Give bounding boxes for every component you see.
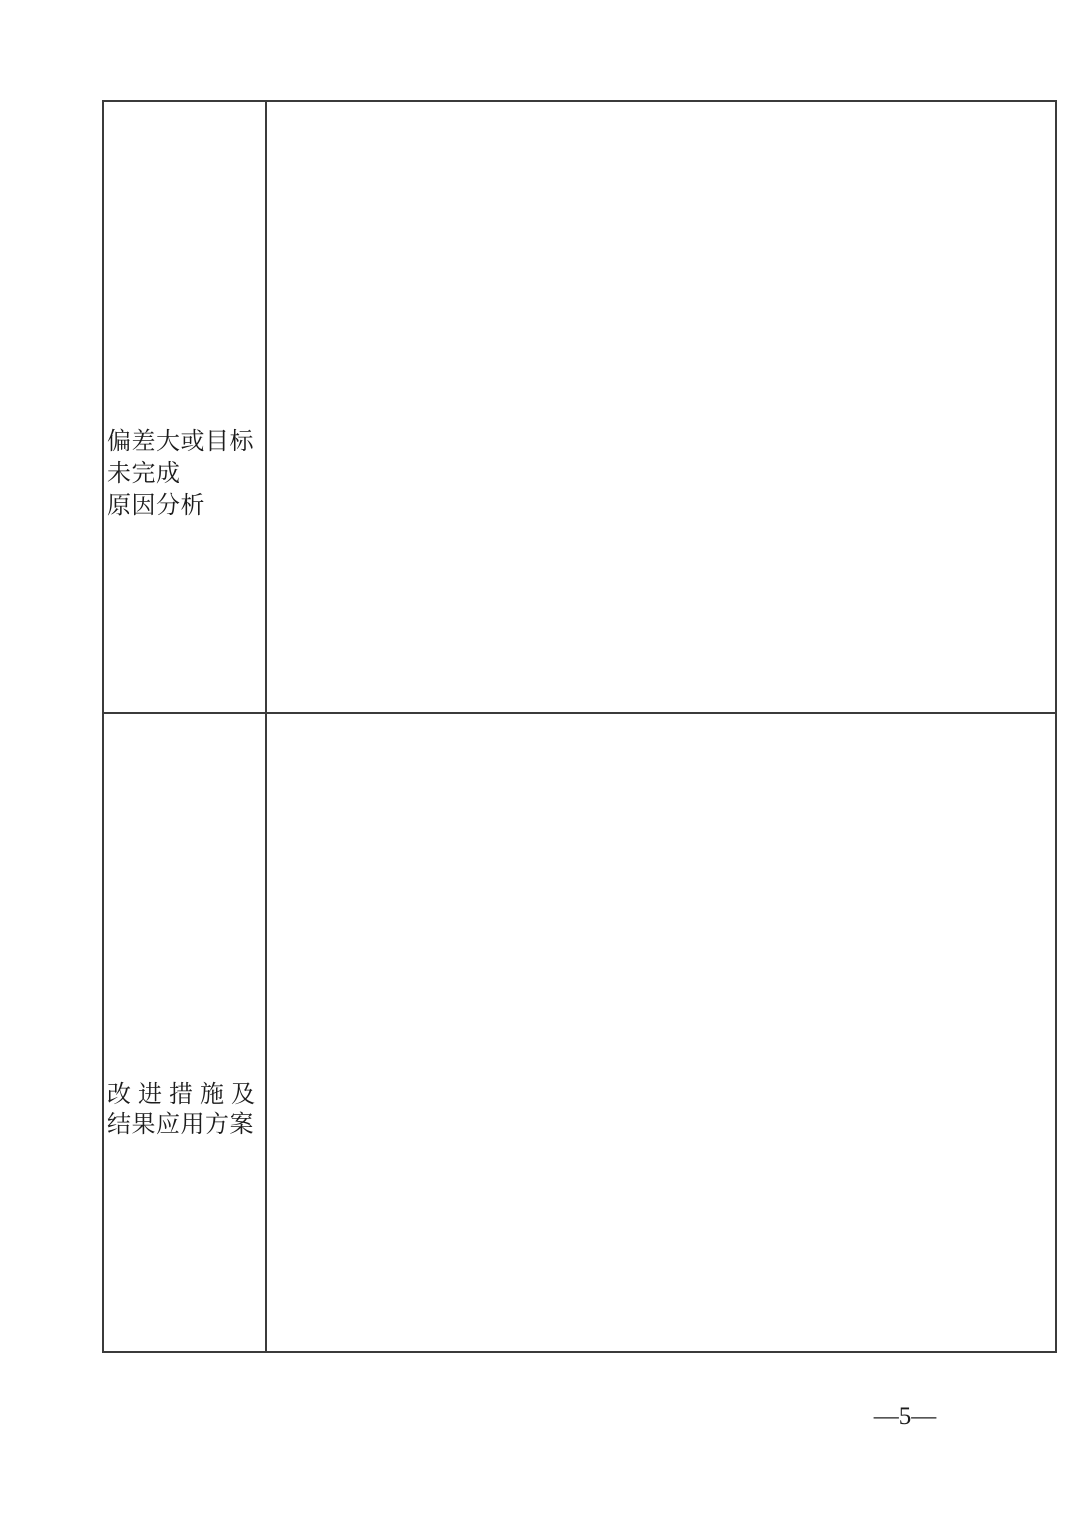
- label-line: 结果应用方案: [107, 1112, 254, 1138]
- table-row-deviation-analysis: [104, 102, 1055, 714]
- deviation-analysis-content-area: [267, 102, 1055, 712]
- row-label-deviation-analysis: [104, 102, 267, 712]
- improvement-plan-content-area: [267, 714, 1055, 1351]
- label-line: 原因分析: [107, 493, 205, 519]
- form-table: [102, 100, 1057, 1353]
- page-number: —5—: [873, 1403, 937, 1430]
- row-label-improvement-plan: [104, 714, 267, 1351]
- table-row-improvement-plan: [104, 714, 1055, 1351]
- label-line: 未完成: [107, 461, 181, 487]
- label-line: 改 进 措 施 及: [107, 1082, 256, 1108]
- label-line: 偏差大或目标: [107, 429, 254, 455]
